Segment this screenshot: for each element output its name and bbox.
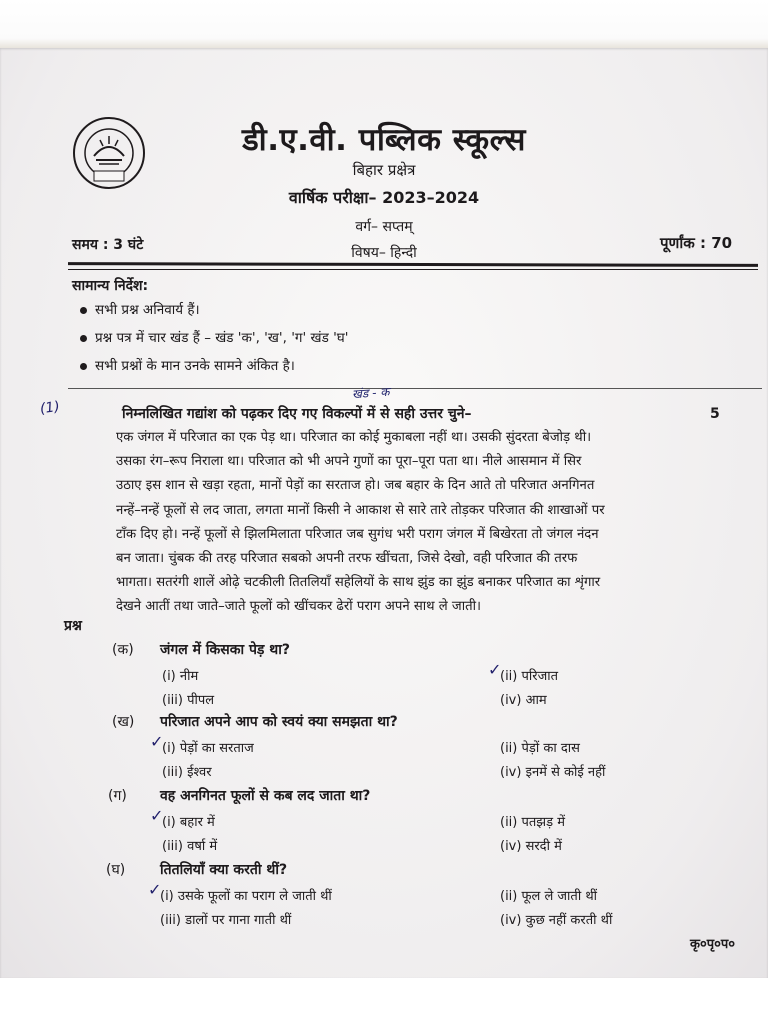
photo-bottom-band xyxy=(0,978,768,1024)
option: (iv) इनमें से कोई नहीं xyxy=(500,765,606,780)
exam-title: वार्षिक परीक्षा– 2023–2024 xyxy=(288,188,480,207)
passage-line: उठाए इस शान से खड़ा रहता, मानों पेड़ों का सरताज हो। जब बहार के दिन आते तो परिजात अनगिनत xyxy=(116,478,595,494)
option: (iv) सरदी में xyxy=(500,839,562,854)
section-divider xyxy=(68,388,762,389)
sub-question-text: परिजात अपने आप को स्वयं क्या समझता था? xyxy=(160,714,398,730)
option: (iii) डालों पर गाना गाती थीं xyxy=(160,913,292,928)
question-marks: 5 xyxy=(710,406,720,422)
header-rule-thin xyxy=(68,269,758,270)
school-name: डी.ए.वी. पब्लिक स्कूल्स xyxy=(242,122,526,158)
question-number: (1) xyxy=(38,398,61,418)
page-turn-note: कृ०पृ०प० xyxy=(690,937,736,952)
bullet-icon xyxy=(80,307,87,314)
tick-mark-icon: ✓ xyxy=(488,660,502,679)
option: (ii) फूल ले जाती थीं xyxy=(500,889,598,904)
sub-question-label: (घ) xyxy=(106,862,126,878)
handwritten-section-note: खंड - क xyxy=(351,384,390,402)
option: (i) उसके फूलों का पराग ले जाती थीं xyxy=(160,889,332,904)
subject-label: विषय– हिन्दी xyxy=(351,245,417,261)
option: (ii) पतझड़ में xyxy=(500,815,565,830)
option: (i) पेड़ों का सरताज xyxy=(162,741,254,756)
sub-question-text: जंगल में किसका पेड़ था? xyxy=(160,642,290,658)
option: (ii) पेड़ों का दास xyxy=(500,741,580,756)
passage-line: बन जाता। चुंबक की तरह परिजात सबको अपनी तरफ खींचता, जिसे देखो, वही परिजात की तरफ xyxy=(116,551,578,567)
option: (iii) पीपल xyxy=(162,693,215,708)
sub-question-text: वह अनगिनत फूलों से कब लद जाता था? xyxy=(160,788,371,804)
instructions-heading: सामान्य निर्देश: xyxy=(72,278,149,294)
sub-question-text: तितलियाँ क्या करती थीं? xyxy=(160,862,288,878)
time-label: समय : 3 घंटे xyxy=(72,237,144,253)
questions-label: प्रश्न xyxy=(64,618,82,634)
passage-line: नन्हें–नन्हें फूलों से लद जाता, लगता मानों किसी ने आकाश से सारे तारे तोड़कर परिजात की शाखाओं पर xyxy=(116,502,605,518)
class-label: वर्ग– सप्तम् xyxy=(355,219,413,235)
passage-line: एक जंगल में परिजात का एक पेड़ था। परिजात का कोई मुकाबला नहीं था। उसकी सुंदरता बेजोड़ थी। xyxy=(116,430,592,445)
sub-question-label: (ग) xyxy=(108,788,127,804)
sub-question-label: (क) xyxy=(112,642,134,658)
region-name: बिहार प्रक्षेत्र xyxy=(352,161,416,179)
bullet-icon xyxy=(80,335,87,342)
option: (iii) ईश्वर xyxy=(162,765,212,780)
tick-mark-icon: ✓ xyxy=(150,732,164,751)
instruction-item: सभी प्रश्नों के मान उनके सामने अंकित है। xyxy=(80,356,295,374)
option: (ii) परिजात xyxy=(500,669,558,684)
tick-mark-icon: ✓ xyxy=(150,806,164,825)
sub-question-label: (ख) xyxy=(112,714,135,730)
option: (iv) कुछ नहीं करती थीं xyxy=(500,913,613,928)
passage-line: टाँक दिए हो। नन्हें फूलों से झिलमिलाता परिजात जब सुगंध भरी पराग जंगल में बिखेरता तो जंगल नंदन xyxy=(116,526,599,542)
option: (iii) वर्षा में xyxy=(162,839,218,854)
instruction-item: सभी प्रश्न अनिवार्य हैं। xyxy=(80,300,200,318)
option: (i) नीम xyxy=(162,669,199,684)
passage-line: उसका रंग–रूप निराला था। परिजात को भी अपने गुणों का पूरा–पूरा पता था। नीले आसमान में सिर xyxy=(116,454,582,470)
tick-mark-icon: ✓ xyxy=(148,880,162,899)
bullet-icon xyxy=(80,363,87,370)
question-instruction: निम्नलिखित गद्यांश को पढ़कर दिए गए विकल्पों में से सही उत्तर चुने– xyxy=(122,406,472,422)
option: (i) बहार में xyxy=(162,815,215,830)
passage-line: देखने आतीं तथा जाते–जाते फूलों को खींचकर ढेरों पराग अपने साथ ले जाती। xyxy=(116,599,482,615)
instruction-item: प्रश्न पत्र में चार खंड हैं – खंड 'क', 'ख', 'ग' खंड 'घ' xyxy=(80,328,348,346)
full-marks-label: पूर्णांक : 70 xyxy=(660,234,733,252)
passage-line: भागता। सतरंगी शालें ओढ़े चटकीली तितलियाँ सहेलियों के साथ झुंड का झुंड बनाकर परिजात का शृंगार xyxy=(116,575,601,591)
photo-top-band xyxy=(0,0,768,48)
passage xyxy=(116,426,756,620)
option: (iv) आम xyxy=(500,693,547,708)
